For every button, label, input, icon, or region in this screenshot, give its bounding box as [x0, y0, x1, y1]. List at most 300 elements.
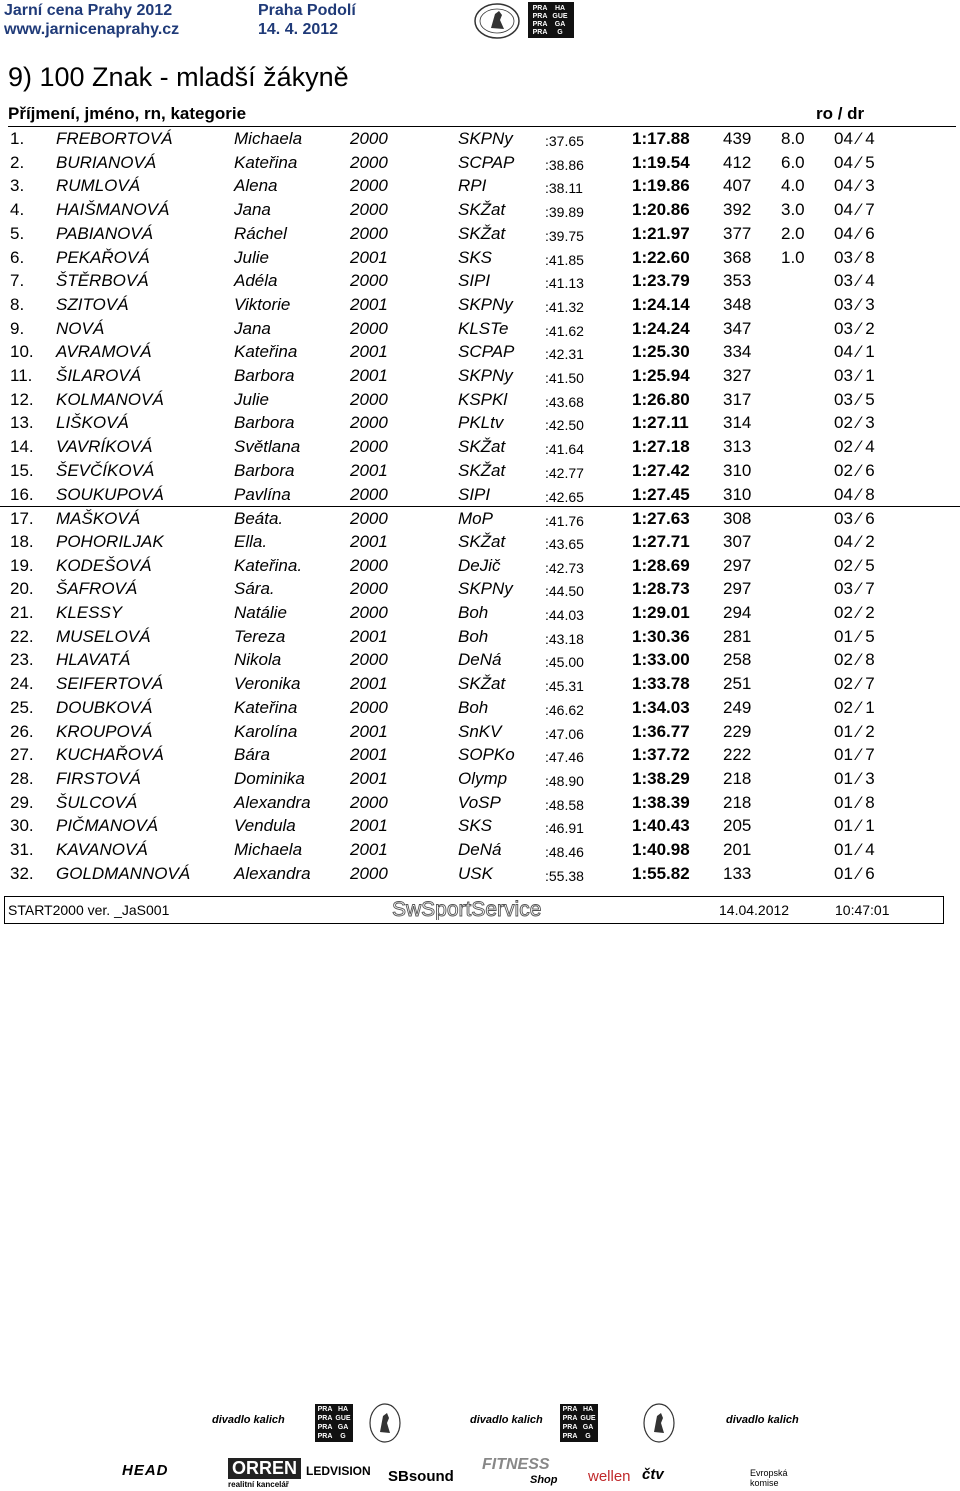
final-time-cell: 1:34.03	[632, 697, 690, 717]
club-cell: KSPKl	[458, 389, 508, 409]
rd-points-cell: 8.0	[781, 129, 805, 148]
birth-year-cell: 2001	[350, 366, 388, 385]
surname-cell: HLAVATÁ	[56, 650, 131, 670]
split-time-cell: :38.86	[545, 156, 584, 173]
final-time-cell: 1:36.77	[632, 721, 690, 741]
kalich-logo: divadlo kalich	[470, 1414, 543, 1426]
points-cell: 205	[723, 816, 752, 836]
points-cell: 297	[723, 555, 752, 575]
surname-cell: ŠTĚRBOVÁ	[56, 271, 149, 291]
rank-cell: 2.	[10, 152, 25, 172]
fitness-logo: FITNESS	[482, 1456, 550, 1473]
split-time-cell: :41.85	[545, 251, 584, 268]
heat-lane-cell: 04 ⁄ 8	[834, 484, 875, 504]
heat-lane-cell: 02 ⁄ 2	[834, 603, 875, 622]
birth-year-cell: 2000	[350, 129, 388, 148]
final-time-cell: 1:30.36	[632, 626, 690, 646]
rank-cell: 7.	[10, 271, 25, 291]
kalich-logo: divadlo kalich	[726, 1414, 799, 1426]
split-time-cell: :44.03	[545, 607, 584, 623]
birth-year-cell: 2001	[350, 816, 388, 836]
split-time-cell: :48.58	[545, 796, 584, 813]
rank-cell: 5.	[10, 223, 25, 243]
table-row	[0, 720, 960, 744]
table-row	[0, 411, 960, 435]
table-row	[0, 151, 960, 175]
birth-year-cell: 2001	[350, 626, 388, 646]
club-cell: SKŽat	[458, 223, 506, 243]
rank-cell: 23.	[10, 650, 34, 670]
table-row	[0, 435, 960, 459]
first-name-cell: Vendula	[234, 816, 296, 836]
first-name-cell: Ráchel	[234, 223, 287, 243]
split-time-cell: :39.89	[545, 204, 584, 221]
heat-lane-cell: 01 ⁄ 1	[834, 816, 875, 836]
final-time-cell: 1:26.80	[632, 389, 690, 409]
rd-points-cell: 4.0	[781, 176, 805, 196]
club-cell: SKPNy	[458, 366, 513, 385]
birth-year-cell: 2000	[350, 200, 388, 220]
rank-cell: 25.	[10, 697, 34, 717]
heat-lane-cell: 01 ⁄ 7	[834, 745, 875, 765]
split-time-cell: :42.50	[545, 417, 584, 434]
rank-cell: 6.	[10, 247, 25, 267]
heat-lane-cell: 03 ⁄ 2	[834, 318, 875, 338]
rank-cell: 29.	[10, 792, 34, 812]
first-name-cell: Sára.	[234, 579, 275, 599]
split-time-cell: :43.68	[545, 393, 584, 410]
points-cell: 348	[723, 294, 752, 314]
table-row	[0, 743, 960, 767]
heat-lane-cell: 01 ⁄ 3	[834, 768, 875, 788]
footer-date: 14.04.2012	[719, 902, 790, 918]
split-time-cell: :42.73	[545, 559, 584, 576]
rd-points-cell: 2.0	[781, 223, 805, 243]
first-name-cell: Nikola	[234, 650, 282, 670]
swsportservice-text: SwSportService	[392, 898, 542, 920]
points-cell: 327	[723, 366, 752, 385]
final-time-cell: 1:40.43	[632, 816, 690, 836]
rank-cell: 20.	[10, 579, 34, 599]
first-name-cell: Julie	[234, 247, 269, 267]
table-row	[0, 317, 960, 341]
surname-cell: PABIANOVÁ	[56, 223, 153, 243]
surname-cell: KAVANOVÁ	[56, 840, 148, 859]
final-time-cell: 1:19.86	[632, 176, 690, 196]
birth-year-cell: 2001	[350, 247, 388, 267]
ctv-logo: čtv	[642, 1466, 664, 1483]
points-cell: 407	[723, 176, 752, 196]
first-name-cell: Natálie	[234, 603, 287, 622]
first-name-cell: Barbora	[234, 413, 295, 433]
heat-lane-cell: 02 ⁄ 1	[834, 697, 875, 717]
club-cell: MoP	[458, 509, 493, 529]
table-row	[0, 601, 960, 625]
heat-lane-cell: 04 ⁄ 7	[834, 200, 875, 220]
club-cell: SnKV	[458, 721, 502, 741]
final-time-cell: 1:24.14	[632, 294, 690, 314]
first-name-cell: Veronika	[234, 674, 301, 694]
birth-year-cell: 2000	[350, 484, 388, 504]
split-time-cell: :55.38	[545, 867, 584, 884]
points-cell: 281	[723, 626, 752, 646]
final-time-cell: 1:38.39	[632, 792, 690, 812]
split-time-cell: :41.64	[545, 441, 584, 458]
first-name-cell: Světlana	[234, 437, 301, 457]
heat-lane-cell: 04 ⁄ 2	[834, 531, 875, 551]
table-row	[0, 269, 960, 293]
points-cell: 313	[723, 437, 752, 457]
table-row	[0, 174, 960, 198]
rank-cell: 3.	[10, 176, 25, 196]
first-name-cell: Adéla	[234, 271, 278, 291]
birth-year-cell: 2000	[350, 555, 388, 575]
points-cell: 310	[723, 460, 752, 480]
table-row	[0, 672, 960, 696]
rd-points-cell: 1.0	[781, 247, 805, 267]
points-cell: 310	[723, 484, 752, 504]
rank-cell: 21.	[10, 603, 34, 622]
surname-cell: ŠAFROVÁ	[56, 579, 138, 599]
table-row	[0, 554, 960, 578]
club-cell: SOPKo	[458, 745, 515, 765]
split-time-cell: :37.65	[545, 133, 584, 149]
rank-cell: 8.	[10, 294, 25, 314]
points-cell: 308	[723, 509, 752, 529]
table-row	[0, 340, 960, 364]
birth-year-cell: 2000	[350, 152, 388, 172]
final-time-cell: 1:25.30	[632, 342, 690, 362]
birth-year-cell: 2001	[350, 342, 388, 362]
table-row	[0, 791, 960, 815]
club-cell: SKPNy	[458, 579, 513, 599]
birth-year-cell: 2001	[350, 840, 388, 859]
table-row	[0, 246, 960, 270]
surname-cell: PEKAŘOVÁ	[56, 247, 150, 267]
final-time-cell: 1:24.24	[632, 318, 690, 338]
heat-lane-cell: 04 ⁄ 5	[834, 152, 875, 172]
first-name-cell: Alexandra	[234, 792, 311, 812]
final-time-cell: 1:25.94	[632, 366, 690, 385]
rank-cell: 26.	[10, 721, 34, 741]
footer-software: START2000 ver. _JaS001	[8, 902, 170, 918]
split-time-cell: :41.50	[545, 370, 584, 386]
club-cell: DeJič	[458, 555, 501, 575]
surname-cell: SOUKUPOVÁ	[56, 484, 164, 504]
club-cell: SKŽat	[458, 437, 506, 457]
heat-lane-cell: 02 ⁄ 5	[834, 555, 875, 575]
table-row	[0, 483, 960, 507]
rank-cell: 15.	[10, 460, 34, 480]
orren-logo: ORREN	[228, 1458, 301, 1479]
points-cell: 249	[723, 697, 752, 717]
club-cell: Olymp	[458, 768, 508, 788]
rank-cell: 32.	[10, 863, 34, 883]
heat-lane-cell: 02 ⁄ 4	[834, 437, 875, 457]
split-time-cell: :43.18	[545, 630, 584, 647]
column-header-left: Příjmení, jméno, rn, kategorie	[8, 104, 247, 123]
rank-cell: 31.	[10, 840, 34, 859]
heat-lane-cell: 02 ⁄ 3	[834, 413, 875, 433]
surname-cell: FREBORTOVÁ	[56, 129, 173, 148]
first-name-cell: Viktorie	[234, 294, 291, 314]
column-header	[8, 104, 956, 127]
rank-cell: 27.	[10, 745, 34, 765]
fitness-subtitle: Shop	[530, 1474, 558, 1486]
wellen-logo: wellen	[588, 1468, 631, 1485]
praha-logo-small: PRA HA PRA GUE PRA GA PRA G	[315, 1404, 353, 1442]
points-cell: 439	[723, 129, 752, 148]
rank-cell: 9.	[10, 318, 25, 338]
praha-logo-small: PRA HA PRA GUE PRA GA PRA G	[560, 1404, 598, 1442]
surname-cell: GOLDMANNOVÁ	[56, 863, 191, 883]
club-cell: SCPAP	[458, 342, 515, 362]
heat-lane-cell: 02 ⁄ 6	[834, 460, 875, 480]
surname-cell: FIRSTOVÁ	[56, 768, 141, 788]
swsportservice-logo	[390, 898, 570, 920]
points-cell: 307	[723, 531, 752, 551]
club-cell: DeNá	[458, 840, 502, 859]
rank-cell: 30.	[10, 816, 34, 836]
heat-lane-cell: 03 ⁄ 4	[834, 271, 875, 291]
points-cell: 218	[723, 792, 752, 812]
split-time-cell: :42.77	[545, 464, 584, 481]
birth-year-cell: 2001	[350, 531, 388, 551]
points-cell: 229	[723, 721, 752, 741]
table-row	[0, 814, 960, 838]
final-time-cell: 1:28.73	[632, 579, 690, 599]
rank-cell: 13.	[10, 413, 34, 433]
table-row	[0, 648, 960, 672]
sponsors-strip	[0, 1400, 960, 1491]
rank-cell: 4.	[10, 200, 25, 220]
birth-year-cell: 2000	[350, 509, 388, 529]
table-row	[0, 577, 960, 601]
final-time-cell: 1:28.69	[632, 555, 690, 575]
birth-year-cell: 2000	[350, 413, 388, 433]
final-time-cell: 1:27.63	[632, 509, 690, 529]
split-time-cell: :45.31	[545, 678, 584, 695]
rank-cell: 18.	[10, 531, 34, 551]
rank-cell: 17.	[10, 509, 34, 529]
table-row	[0, 222, 960, 246]
surname-cell: KODEŠOVÁ	[56, 555, 152, 575]
club-cell: USK	[458, 863, 493, 883]
rank-cell: 19.	[10, 555, 34, 575]
split-time-cell: :41.76	[545, 513, 584, 530]
heat-lane-cell: 04 ⁄ 6	[834, 223, 875, 243]
evropska-komise-logo: Evropská komise	[750, 1468, 788, 1488]
heat-lane-cell: 02 ⁄ 7	[834, 674, 875, 694]
first-name-cell: Alena	[234, 176, 278, 196]
table-row	[0, 530, 960, 554]
first-name-cell: Kateřina.	[234, 555, 303, 575]
heat-lane-cell: 01 ⁄ 5	[834, 626, 875, 646]
final-time-cell: 1:33.78	[632, 674, 690, 694]
birth-year-cell: 2000	[350, 697, 388, 717]
final-time-cell: 1:22.60	[632, 247, 690, 267]
event-name: Jarní cena Prahy 2012	[4, 2, 173, 19]
first-name-cell: Barbora	[234, 460, 295, 480]
heat-lane-cell: 04 ⁄ 4	[834, 129, 875, 148]
first-name-cell: Tereza	[234, 626, 286, 646]
birth-year-cell: 2000	[350, 650, 388, 670]
split-time-cell: :41.62	[545, 322, 584, 339]
final-time-cell: 1:27.71	[632, 531, 690, 551]
birth-year-cell: 2001	[350, 460, 388, 480]
first-name-cell: Karolína	[234, 721, 298, 741]
final-time-cell: 1:23.79	[632, 271, 690, 291]
heat-lane-cell: 01 ⁄ 8	[834, 792, 875, 812]
page-header	[0, 0, 960, 44]
heat-lane-cell: 04 ⁄ 3	[834, 176, 875, 196]
club-cell: SKS	[458, 816, 493, 836]
club-cell: PKLtv	[458, 413, 504, 433]
final-time-cell: 1:37.72	[632, 745, 690, 765]
birth-year-cell: 2000	[350, 271, 388, 291]
surname-cell: PIČMANOVÁ	[56, 816, 159, 836]
split-time-cell: :47.06	[545, 725, 584, 742]
points-cell: 334	[723, 342, 752, 362]
birth-year-cell: 2001	[350, 674, 388, 694]
points-cell: 251	[723, 674, 752, 694]
rank-cell: 28.	[10, 768, 34, 788]
surname-cell: DOUBKOVÁ	[56, 697, 153, 717]
surname-cell: KUCHAŘOVÁ	[56, 745, 164, 765]
final-time-cell: 1:20.86	[632, 200, 690, 220]
birth-year-cell: 2000	[350, 176, 388, 196]
rank-cell: 10.	[10, 342, 34, 362]
table-row	[0, 767, 960, 791]
points-cell: 347	[723, 318, 752, 338]
surname-cell: LIŠKOVÁ	[56, 413, 129, 433]
surname-cell: VAVRÍKOVÁ	[56, 437, 153, 457]
event-website[interactable]: www.jarnicenaprahy.cz	[4, 21, 180, 38]
first-name-cell: Pavlína	[234, 484, 291, 504]
final-time-cell: 1:27.42	[632, 460, 690, 480]
club-cell: Boh	[458, 697, 489, 717]
surname-cell: NOVÁ	[56, 318, 105, 338]
points-cell: 133	[723, 863, 752, 883]
club-cell: SKŽat	[458, 531, 506, 551]
surname-cell: MUSELOVÁ	[56, 626, 151, 646]
first-name-cell: Kateřina	[234, 697, 298, 717]
heat-lane-cell: 03 ⁄ 3	[834, 294, 875, 314]
first-name-cell: Julie	[234, 389, 269, 409]
sbsound-logo: SBsound	[388, 1468, 454, 1485]
heat-lane-cell: 02 ⁄ 8	[834, 650, 875, 670]
surname-cell: HAIŠMANOVÁ	[56, 200, 170, 220]
table-row	[0, 293, 960, 317]
birth-year-cell: 2000	[350, 437, 388, 457]
split-time-cell: :45.00	[545, 654, 584, 671]
club-cell: SKS	[458, 247, 493, 267]
birth-year-cell: 2000	[350, 223, 388, 243]
table-row	[0, 506, 960, 531]
birth-year-cell: 2001	[350, 721, 388, 741]
split-time-cell: :44.50	[545, 583, 584, 600]
rank-cell: 24.	[10, 674, 34, 694]
first-name-cell: Michaela	[234, 840, 303, 859]
head-logo: HEAD	[122, 1462, 169, 1479]
points-cell: 353	[723, 271, 752, 291]
club-cell: SIPI	[458, 484, 491, 504]
rank-cell: 22.	[10, 626, 34, 646]
heat-lane-cell: 03 ⁄ 7	[834, 579, 875, 599]
surname-cell: KOLMANOVÁ	[56, 389, 164, 409]
final-time-cell: 1:27.45	[632, 484, 690, 504]
first-name-cell: Kateřina	[234, 152, 298, 172]
surname-cell: RUMLOVÁ	[56, 176, 141, 196]
first-name-cell: Jana	[234, 200, 271, 220]
surname-cell: SZITOVÁ	[56, 294, 129, 314]
first-name-cell: Bára	[234, 745, 270, 765]
club-cell: KLSTe	[458, 318, 509, 338]
surname-cell: BURIANOVÁ	[56, 152, 157, 172]
rank-cell: 14.	[10, 437, 34, 457]
birth-year-cell: 2001	[350, 294, 388, 314]
table-row	[0, 388, 960, 412]
birth-year-cell: 2000	[350, 579, 388, 599]
points-cell: 294	[723, 603, 752, 622]
split-time-cell: :39.75	[545, 227, 584, 244]
final-time-cell: 1:17.88	[632, 129, 690, 148]
split-time-cell: :38.11	[545, 180, 583, 197]
points-cell: 201	[723, 840, 752, 859]
heat-lane-cell: 04 ⁄ 1	[834, 342, 875, 362]
first-name-cell: Ella.	[234, 531, 268, 551]
surname-cell: KLESSY	[56, 603, 123, 622]
final-time-cell: 1:55.82	[632, 863, 690, 883]
table-row	[0, 838, 960, 862]
event-date: 14. 4. 2012	[258, 21, 339, 38]
surname-cell: SEIFERTOVÁ	[56, 674, 164, 694]
club-cell: DeNá	[458, 650, 502, 670]
frog-logo-icon	[472, 2, 522, 40]
first-name-cell: Kateřina	[234, 342, 298, 362]
club-cell: SKPNy	[458, 129, 513, 148]
split-time-cell: :41.13	[545, 275, 584, 292]
ledvision-logo: LEDVISION	[306, 1464, 371, 1478]
split-time-cell: :46.91	[545, 820, 584, 837]
frog-logo-icon	[368, 1402, 402, 1444]
praha-logo: PRA HA PRA GUE PRA GA PRA G	[528, 2, 574, 38]
first-name-cell: Dominika	[234, 768, 305, 788]
points-cell: 377	[723, 223, 752, 243]
rank-cell: 16.	[10, 484, 34, 504]
first-name-cell: Alexandra	[234, 863, 311, 883]
points-cell: 368	[723, 247, 752, 267]
kalich-logo: divadlo kalich	[212, 1414, 285, 1426]
birth-year-cell: 2000	[350, 792, 388, 812]
birth-year-cell: 2000	[350, 389, 388, 409]
frog-logo-icon	[642, 1402, 676, 1444]
points-cell: 258	[723, 650, 752, 670]
footer-time: 10:47:01	[835, 902, 890, 918]
table-row	[0, 696, 960, 720]
surname-cell: KROUPOVÁ	[56, 721, 153, 741]
points-cell: 218	[723, 768, 752, 788]
points-cell: 297	[723, 579, 752, 599]
heat-lane-cell: 03 ⁄ 5	[834, 389, 875, 409]
column-header-right: ro / dr	[816, 104, 865, 123]
final-time-cell: 1:29.01	[632, 603, 690, 622]
points-cell: 317	[723, 389, 752, 409]
surname-cell: POHORILJAK	[56, 531, 164, 551]
heat-lane-cell: 03 ⁄ 8	[834, 247, 875, 267]
split-time-cell: :48.90	[545, 772, 584, 789]
points-cell: 392	[723, 200, 752, 220]
